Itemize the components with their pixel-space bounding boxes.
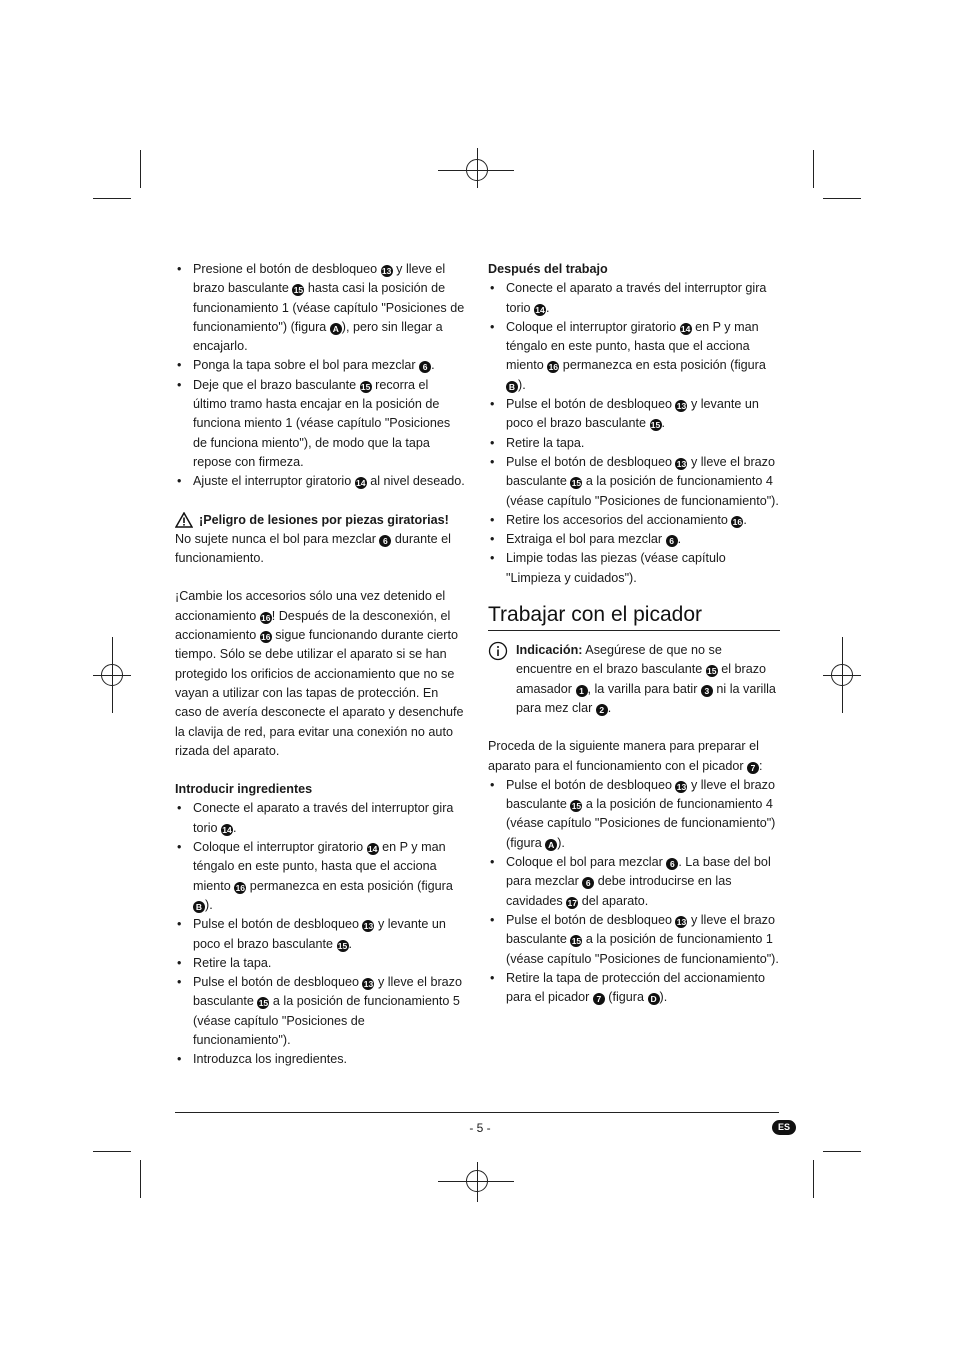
reference-number: 15	[571, 801, 582, 812]
list-item: • Coloque el bol para mezclar 6 . La base del bol para mezclar 6 debe introducirse en las cavidades 17 del aparato.	[488, 853, 780, 911]
reference-number: A	[545, 839, 557, 851]
reference-number: 6	[666, 858, 678, 870]
accessory-paragraph: ¡Cambie los accesorios sólo una vez detenido el accionamiento 16! Después de la desconexión, el accionamiento 16 sigue funcionando durante cierto tiempo. Sólo se debe utilizar el aparato si se han protegido los orificios de accionamiento que no se vayan a utilizar con las tapas de protección. En caso de avería desconecte el aparato y desenchufe la clavija de red, para evitar una conexión no auto rizada del aparato.	[175, 589, 464, 758]
reference-number: B	[193, 901, 205, 913]
warning-triangle-icon	[175, 512, 193, 528]
reference-number: 2	[596, 704, 608, 716]
reference-number: 3	[701, 685, 713, 697]
list-item: • Pulse el botón de desbloqueo 13 y levante un poco el brazo basculante 15.	[175, 915, 465, 954]
reference-number: 7	[747, 762, 759, 774]
intro-paragraph: Proceda de la siguiente manera para preparar el aparato para el funcionamiento con el picador 7 :	[488, 739, 763, 773]
reference-number: 13	[363, 979, 374, 990]
reference-number: 13	[676, 458, 687, 469]
list-item: • Pulse el botón de desbloqueo 13 y lleve el brazo basculante 15 a la posición de funcionamiento 1 (véase capítulo "Posiciones de funcionamiento").	[488, 911, 780, 969]
reference-number: D	[648, 993, 660, 1005]
reference-number: 6	[379, 535, 391, 547]
reference-number: 15	[650, 420, 661, 431]
page-number: - 5 -	[469, 1121, 491, 1135]
note-text	[516, 641, 780, 718]
list-item: • Introduzca los ingredientes.	[175, 1050, 465, 1069]
ingredients-steps-list	[175, 799, 465, 1069]
reference-number: 1	[576, 685, 588, 697]
list-item: • Coloque el interruptor giratorio 14 en P y man téngalo en este punto, hasta que el acciona miento 16 permanezca en esta posición (figura B ).	[175, 838, 465, 915]
list-item: • Coloque el interruptor giratorio 14 en P y man téngalo en este punto, hasta que el acciona miento 16 permanezca en esta posición (figura B ).	[488, 318, 780, 395]
list-item: • Retire la tapa.	[175, 954, 465, 973]
reference-number: 7	[593, 993, 605, 1005]
reference-number: 14	[367, 844, 378, 855]
reference-number: 15	[571, 936, 582, 947]
list-item: • Limpie todas las piezas (véase capítulo "Limpieza y cuidados").	[488, 549, 780, 588]
reference-number: 15	[571, 478, 582, 489]
reference-number: 15	[360, 381, 371, 392]
warning-title: ¡Peligro de lesiones por piezas giratorias!	[199, 512, 449, 527]
list-item: • Retire la tapa de protección del accionamiento para el picador 7 (figura D ).	[488, 969, 780, 1008]
list-item: • Retire los accesorios del accionamiento 16.	[488, 511, 780, 530]
warning-heading	[175, 511, 465, 530]
section-heading-ingredients: Introducir ingredientes	[175, 782, 313, 797]
list-item: • Deje que el brazo basculante 15 recorra el último tramo hasta encajar en la posición de funciona miento 1 (véase capítulo "Posiciones de funciona miento"), de modo que la tapa repose con firmeza.	[175, 376, 465, 472]
list-item: • Pulse el botón de desbloqueo 13 y lleve el brazo basculante 15 a la posición de funcionamiento 4 (véase capítulo "Posiciones de funcionamiento").	[488, 453, 780, 511]
reference-number: 14	[680, 323, 691, 334]
reference-number: 16	[260, 612, 271, 623]
reference-number: 15	[707, 666, 717, 677]
section-title: Trabajar con el picador	[488, 602, 780, 631]
info-icon	[488, 641, 508, 661]
language-badge: ES	[772, 1120, 796, 1135]
reference-number: 6	[419, 361, 431, 373]
list-item: • Extraiga el bol para mezclar 6 .	[488, 530, 780, 549]
left-column	[175, 260, 465, 1070]
reference-number: 13	[676, 401, 687, 412]
list-item: • Pulse el botón de desbloqueo 13 y lleve el brazo basculante 15 a la posición de funcionamiento 5 (véase capítulo "Posiciones de funcionamiento").	[175, 973, 465, 1050]
note-box	[488, 641, 780, 718]
reference-number: 13	[381, 266, 392, 276]
after-work-steps-list	[488, 279, 780, 588]
note-label: Indicación:	[516, 643, 583, 658]
list-item: • Conecte el aparato a través del interruptor gira torio 14.	[175, 799, 465, 838]
list-item: • Presione el botón de desbloqueo 13 y lleve el brazo basculante 15 hasta casi la posición de funcionamiento 1 (véase capítulo "Posiciones de funcionamiento") (figura A ), pero sin llegar a encajarlo.	[175, 260, 465, 356]
list-item: • Ponga la tapa sobre el bol para mezclar 6 .	[175, 356, 465, 375]
reference-number: 16	[260, 632, 271, 643]
reference-number: 13	[676, 781, 687, 792]
list-item: • Retire la tapa.	[488, 434, 780, 453]
warning-text: No sujete nunca el bol para mezclar 6 durante el funcionamiento.	[175, 531, 451, 566]
right-column	[488, 260, 780, 1007]
reference-number: 15	[258, 998, 269, 1009]
reference-number: 6	[582, 877, 594, 889]
reference-number: 16	[548, 362, 559, 373]
section-heading-after-work: Después del trabajo	[488, 262, 608, 276]
reference-number: 14	[355, 478, 366, 489]
chopper-steps-list	[488, 776, 780, 1008]
list-item: • Conecte el aparato a través del interruptor gira torio 14.	[488, 279, 780, 318]
list-item: • Pulse el botón de desbloqueo 13 y levante un poco el brazo basculante 15.	[488, 395, 780, 434]
list-item: • Ajuste el interruptor giratorio 14 al nivel deseado.	[175, 472, 465, 491]
reference-number: A	[330, 323, 342, 335]
reference-number: 6	[666, 535, 678, 547]
reference-number: 16	[732, 516, 743, 527]
reference-number: 15	[337, 940, 348, 951]
reference-number: 17	[567, 897, 577, 908]
footer-divider	[175, 1112, 779, 1113]
reference-number: B	[506, 381, 518, 393]
reference-number: 14	[222, 824, 232, 835]
steps-list	[175, 260, 465, 492]
reference-number: 15	[293, 285, 304, 296]
reference-number: 13	[363, 921, 374, 932]
reference-number: 16	[235, 882, 246, 893]
reference-number: 14	[535, 304, 545, 315]
list-item: • Pulse el botón de desbloqueo 13 y lleve el brazo basculante 15 a la posición de funcionamiento 4 (véase capítulo "Posiciones de funcionamiento") (figura A ).	[488, 776, 780, 853]
note-body: Asegúrese de que no se encuentre en el brazo basculante 15 el brazo amasador 1 , la varilla para batir 3 ni la varilla para mez clar 2 .	[516, 643, 776, 715]
reference-number: 13	[676, 916, 687, 927]
